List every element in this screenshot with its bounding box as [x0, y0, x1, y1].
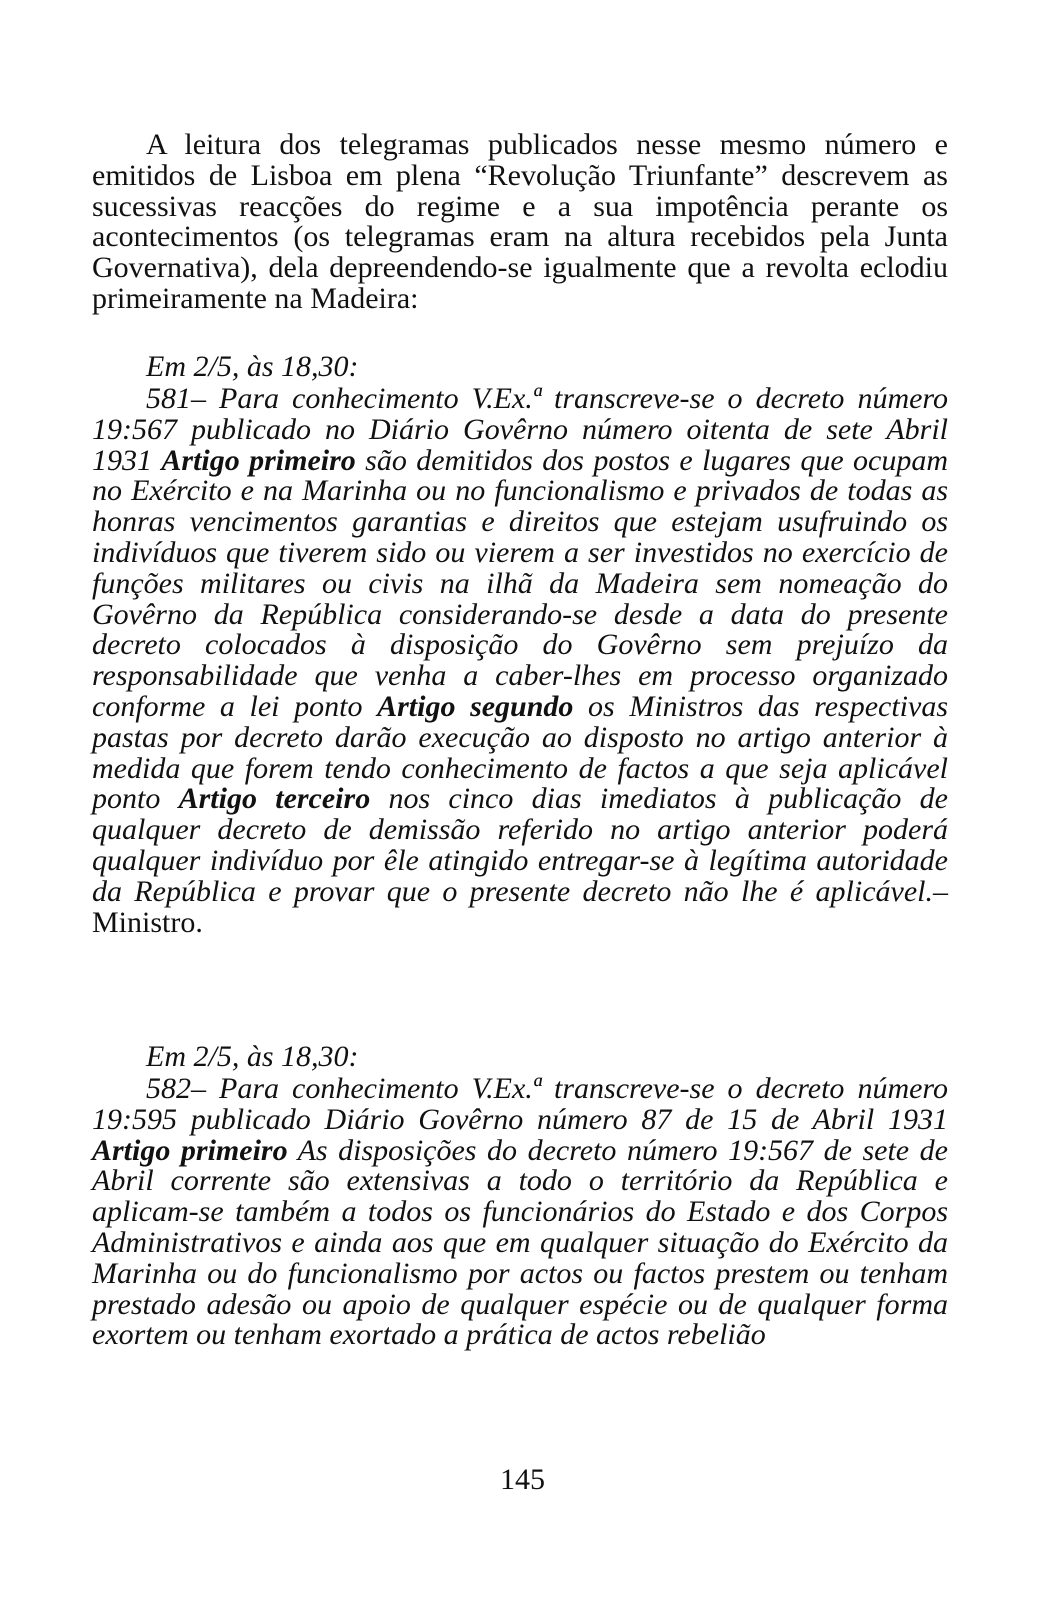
article-heading: Artigo primeiro	[161, 443, 356, 477]
telegram-header: Em 2/5, às 18,30:	[146, 350, 359, 383]
telegram-text: os Ministros das respectivas pastas por decreto darão execução ao disposto no artigo anterior à medida que forem tendo conhecimento de factos a que seja aplicável ponto	[92, 689, 948, 816]
article-heading: Artigo terceiro	[178, 782, 371, 816]
page-number: 145	[500, 1463, 545, 1496]
telegram-text: são demitidos dos postos e lugares que ocupam no Exército e na Marinha ou no funcionalismo e privados de todas as honras vencimentos garantias e direitos que estejam usufruindo os indivíduos que tiverem sido ou vierem a ser investidos no exercício de funções militares ou civis na ilhã da Madeira sem nomeação do Govêrno da República considerando-se desde a data do presente decreto colocados à disposição do Govêrno sem prejuízo da responsabilidade que venha a caber-lhes em processo organizado conforme a lei ponto	[92, 443, 949, 723]
telegram-text: As disposições do decreto número 19:567 de sete de Abril corrente são extensivas a todo o território da República e aplicam-se também a todos os funcionários do Estado e dos Corpos Administrativos e ainda aos que em qualquer situação do Exército da Marinha ou do funcionalismo por actos ou factos prestem ou tenham prestado adesão ou apoio de qualquer espécie ou de qualquer forma exortem ou tenham exortado a prática de actos rebelião	[92, 1133, 948, 1352]
article-heading: Artigo primeiro	[92, 1133, 288, 1167]
intro-paragraph: A leitura dos telegramas publicados nesse mesmo número e emitidos de Lisboa em plena “Revolução Triunfante” descrevem as sucessivas reacções do regime e a sua impotência perante os acontecimentos (os telegramas eram na altura recebidos pela Junta Governativa), dela depreendendo-se igualmente que a revolta eclodiu primeiramente na Madeira:	[92, 128, 948, 315]
telegram-header: Em 2/5, às 18,30:	[146, 1040, 359, 1073]
telegram-text: nos cinco dias imediatos à publicação de qualquer decreto de demissão referido no artigo anterior poderá qualquer indivíduo por êle atingido entregar-se à legítima autoridade da República e provar que o presente decreto não lhe é aplicável.–	[92, 782, 948, 908]
telegram-signature: Ministro.	[92, 905, 203, 939]
telegram-body	[92, 384, 948, 938]
article-heading: Artigo segundo	[377, 689, 574, 723]
telegram-text: 581– Para conhecimento V.Ex.ª transcreve-se o decreto número 19:567 publicado no Diário Govêrno número oitenta de sete Abril 1931	[92, 382, 948, 477]
telegram-text: 582– Para conhecimento V.Ex.ª transcreve-se o decreto número 19:595 publicado Diário Govêrno número 87 de 15 de Abril 1931	[92, 1072, 948, 1136]
telegram-body	[92, 1074, 948, 1351]
